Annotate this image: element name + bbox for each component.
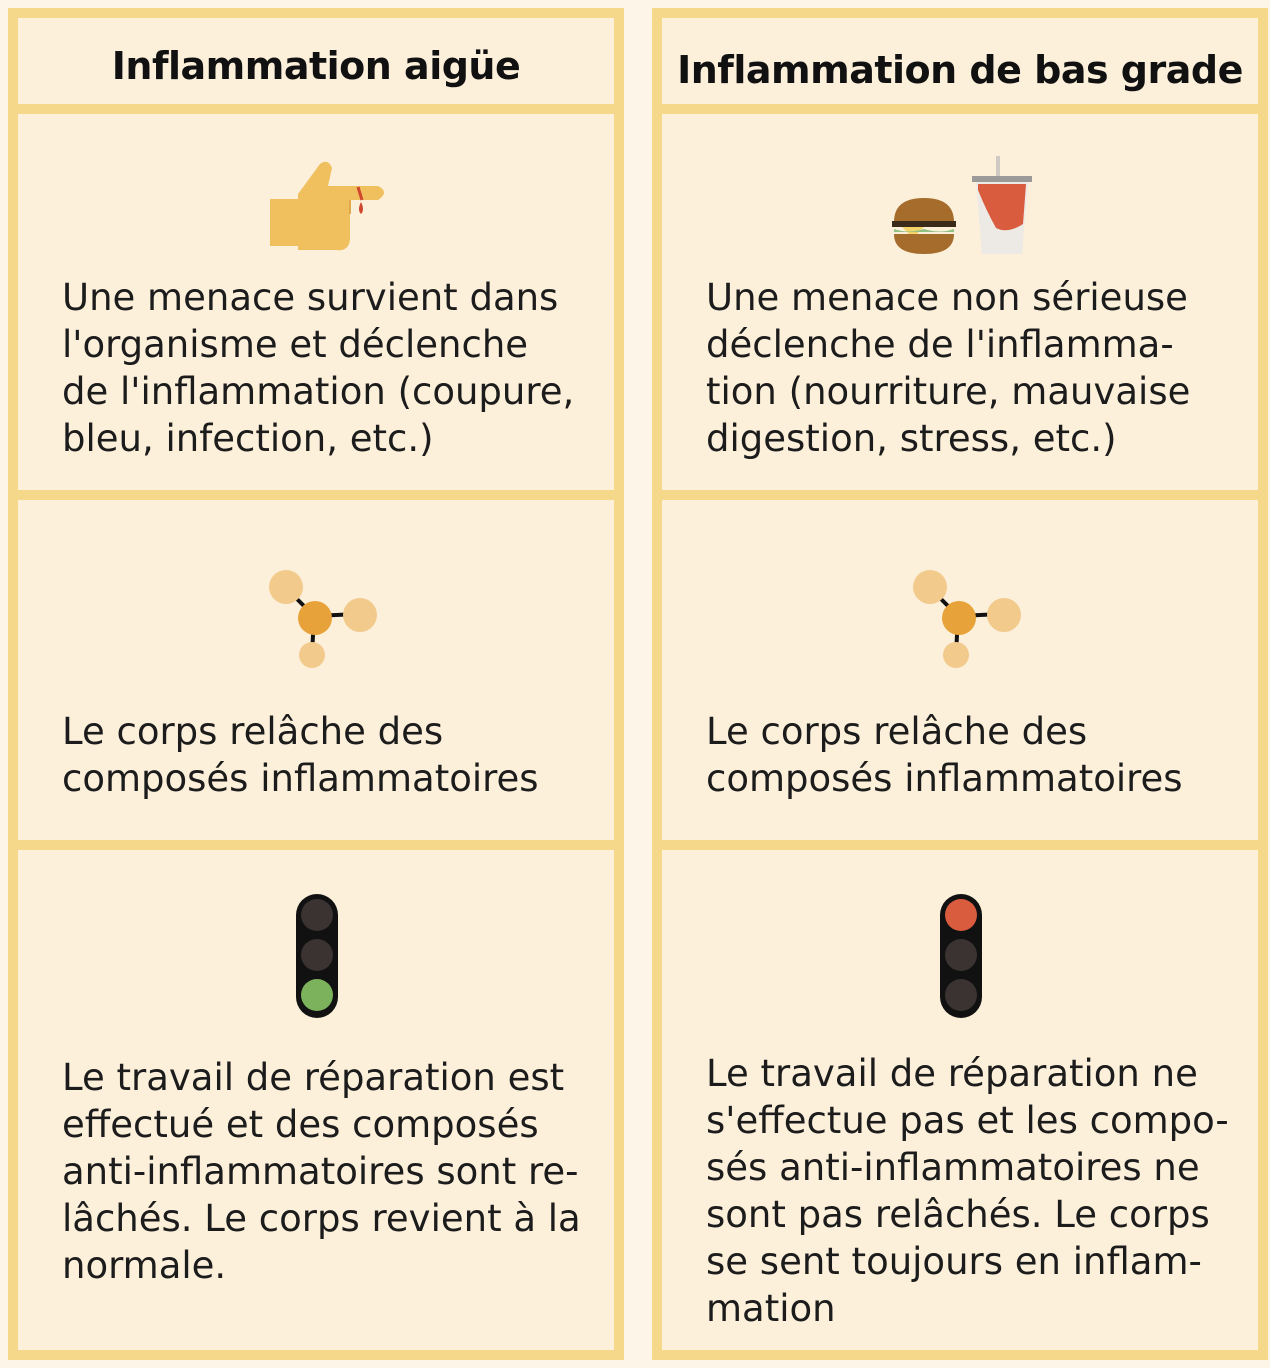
acute-step-threat-text: Une menace survient dans l'organisme et déclenche de l'inflammation (coupure, bleu, infection, etc.) [62,276,575,460]
cut-finger-icon [258,154,388,254]
low-grade-step-no-repair [662,850,1258,1350]
traffic-light-green-icon [294,892,344,1022]
molecule-icon [256,560,386,680]
molecule-icon [900,560,1030,680]
acute-step-release [18,500,614,840]
acute-step-release-text: Le corps relâche des composés inflammatoires [62,710,539,800]
acute-title: Inflammation aigüe [111,44,521,88]
low-grade-step-release [662,500,1258,840]
low-grade-inflammation-column [652,8,1268,1360]
low-grade-step-release-text: Le corps relâche des composés inflammatoires [706,710,1183,800]
low-grade-step-threat-text: Une menace non sérieuse déclenche de l'inflamma- tion (nourriture, mauvaise digestion, stress, etc.) [706,276,1191,460]
low-grade-header-cell [662,18,1258,104]
low-grade-step-threat [662,114,1258,490]
acute-step-repair [18,850,614,1350]
acute-inflammation-column [8,8,624,1360]
traffic-light-red-icon [938,892,988,1022]
low-grade-step-no-repair-text: Le travail de réparation ne s'effectue pas et les compo- sés anti-inflammatoires ne sont pas relâchés. Le corps se sent toujours en inflam- mation [706,1052,1229,1330]
acute-step-repair-text: Le travail de réparation est effectué et des composés anti-inflammatoires sont re- lâchés. Le corps revient à la normale. [62,1056,581,1287]
burger-and-soda-icon [888,150,1038,260]
acute-header-cell [18,18,614,104]
acute-step-threat [18,114,614,490]
low-grade-title: Inflammation de bas grade [677,48,1243,92]
